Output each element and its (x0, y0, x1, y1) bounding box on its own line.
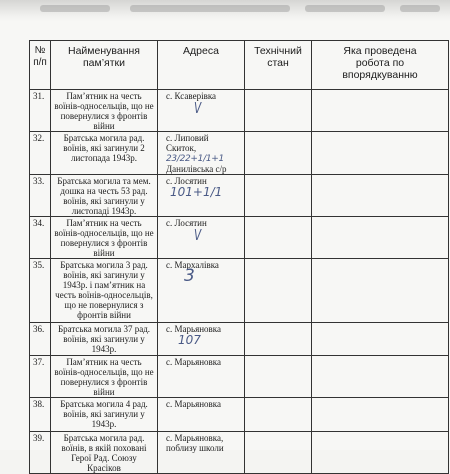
col-header-tech-state: Технічний стан (245, 41, 312, 90)
address-text: с. Марьяновка (166, 399, 222, 409)
row-number: 36. (30, 323, 51, 356)
monument-name: Пам’ятник на честь воїнів-односельців, що не повернулися з фронтів війни (51, 217, 158, 259)
work-done-cell (312, 259, 449, 323)
table-header-row (30, 41, 449, 90)
monument-address (158, 356, 245, 398)
work-done-cell (312, 432, 449, 474)
handwritten-check-mark: V (194, 99, 202, 117)
tech-state-cell (245, 132, 312, 175)
row-number: 39. (30, 432, 51, 474)
address-text: с. Мархалівка (166, 260, 219, 270)
monument-name: Пам’ятник на честь воїнів-односельців, що не повернулися з фронтів війни (51, 356, 158, 398)
monument-address (158, 175, 245, 217)
address-text-tail: Данилівська с/р (166, 164, 227, 174)
row-number: 34. (30, 217, 51, 259)
tech-state-cell (245, 90, 312, 132)
tech-state-cell (245, 175, 312, 217)
table-row (30, 90, 449, 132)
monument-address (158, 323, 245, 356)
row-number: 35. (30, 259, 51, 323)
monument-name: Братська могила 4 рад. воїнів, які загинули у 1943р. (51, 398, 158, 432)
tech-state-cell (245, 217, 312, 259)
handwritten-note: 23/22+1/1+1 (166, 154, 224, 164)
handwritten-note: 107 (178, 333, 201, 347)
row-number: 32. (30, 132, 51, 175)
table-row (30, 217, 449, 259)
monument-name: Братська могила рад. воїнів, в якій поховані Герої Рад. Союзу Красіков (51, 432, 158, 474)
table-row (30, 259, 449, 323)
tech-state-cell (245, 356, 312, 398)
work-done-cell (312, 356, 449, 398)
address-text: с. Марьяновка, поблизу школи (166, 433, 224, 453)
work-done-cell (312, 323, 449, 356)
tech-state-cell (245, 323, 312, 356)
monument-address (158, 432, 245, 474)
work-done-cell (312, 217, 449, 259)
row-number: 33. (30, 175, 51, 217)
work-done-cell (312, 90, 449, 132)
work-done-cell (312, 175, 449, 217)
table-row (30, 398, 449, 432)
address-text: с. Марьяновка (166, 357, 222, 367)
table-row (30, 356, 449, 398)
monument-address (158, 132, 245, 175)
col-header-number: № п/п (30, 41, 51, 90)
handwritten-note: 101+1/1 (170, 185, 223, 199)
monument-name: Братська могила та мем. дошка на честь 53 рад. воїнів, які загинули у листопаді 1943р. (51, 175, 158, 217)
tech-state-cell (245, 259, 312, 323)
table-row (30, 323, 449, 356)
monument-address (158, 398, 245, 432)
monument-address (158, 259, 245, 323)
monument-name: Пам’ятник на честь воїнів-односельців, що не повернулися з фронтів війни (51, 90, 158, 132)
col-header-address: Адреса (158, 41, 245, 90)
scan-header-smudge (0, 0, 450, 22)
col-header-name: Найменування пам’ятки (51, 41, 158, 90)
row-number: 38. (30, 398, 51, 432)
row-number: 37. (30, 356, 51, 398)
table-row (30, 175, 449, 217)
tech-state-cell (245, 432, 312, 474)
monuments-table (29, 40, 449, 474)
row-number: 31. (30, 90, 51, 132)
monument-name: Братська могила 37 рад. воїнів, які загинули у 1943р. (51, 323, 158, 356)
tech-state-cell (245, 398, 312, 432)
monument-name: Братська могила 3 рад. воїнів, які загинули у 1943р. і пам’ятник на честь воїнів-односельців, що не повернулися з фронтів війни (51, 259, 158, 323)
address-text: с. Марьяновка (166, 324, 222, 334)
monument-address (158, 90, 245, 132)
work-done-cell (312, 132, 449, 175)
table-row (30, 132, 449, 175)
address-text: с. Лосятин (166, 218, 207, 228)
address-text: с. Липовий Скиток, 23/22+1/1+1 (166, 133, 224, 164)
handwritten-check-mark: V (194, 226, 202, 244)
address-text: с. Лосятин (166, 176, 207, 186)
col-header-work-done: Яка проведена робота по впорядкуванню (312, 41, 449, 90)
address-text: с. Ксаверівка (166, 91, 217, 101)
table-row (30, 432, 449, 474)
work-done-cell (312, 398, 449, 432)
handwritten-note: 3 (184, 266, 195, 286)
monument-address (158, 217, 245, 259)
monument-name: Братська могила рад. воїнів, які загинули 2 листопада 1943р. (51, 132, 158, 175)
